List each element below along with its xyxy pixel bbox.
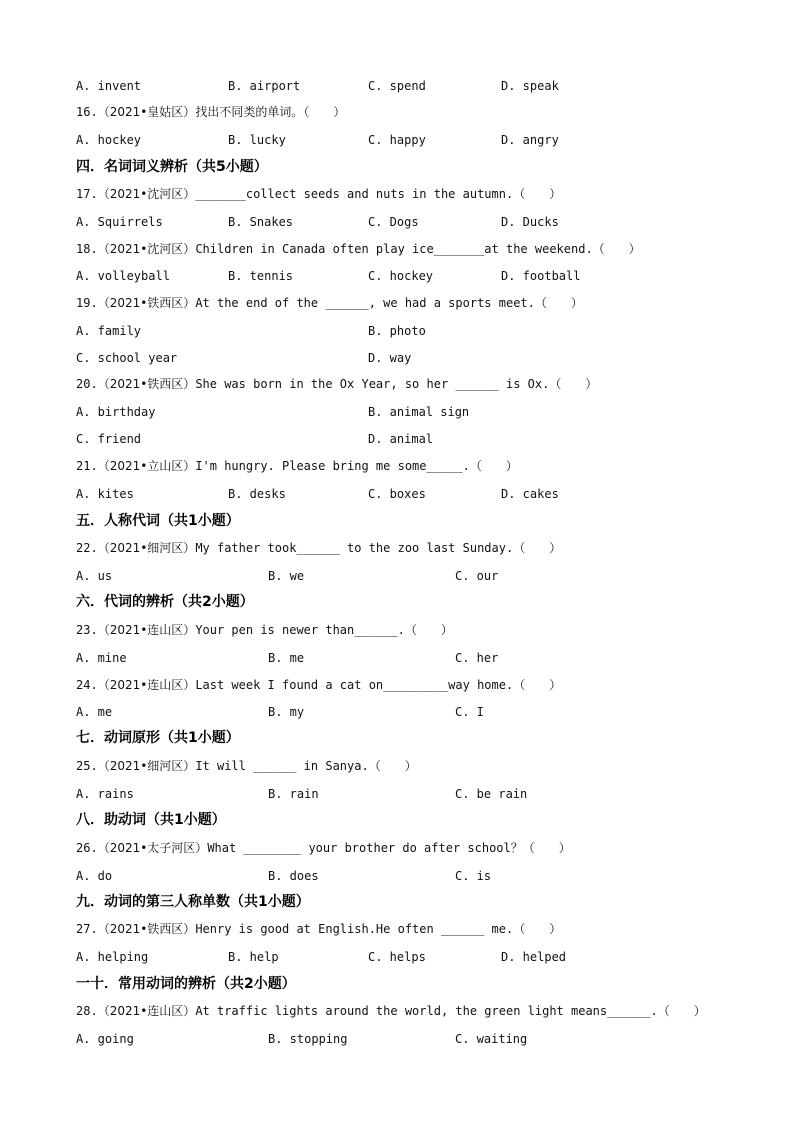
question-text: Last week I found a cat on_________way home.（ ） [195, 678, 562, 692]
option-b: B. me [268, 651, 305, 665]
option-b: B. airport [228, 79, 301, 93]
question-source: （2021•皇姑区） [97, 105, 196, 119]
option-a: A. invent [76, 79, 142, 93]
question-text: My father took______ to the zoo last Sunday.（ ） [195, 541, 562, 555]
question-source: （2021•铁西区） [97, 296, 196, 310]
option-d: D. helped [501, 950, 567, 964]
question-number: 19. [76, 296, 98, 310]
question-text: _______collect seeds and nuts in the autumn.（ ） [195, 187, 562, 201]
section-heading-10: 一十．常用动词的辨析（共2小题） [76, 976, 296, 992]
question-number: 18. [76, 242, 98, 256]
question-20 [76, 374, 597, 394]
option-b: B. stopping [268, 1032, 348, 1046]
option-c: C. friend [76, 432, 142, 446]
option-c: C. is [455, 869, 492, 883]
option-c: C. spend [368, 79, 426, 93]
question-number: 23. [76, 623, 98, 637]
option-d: D. cakes [501, 487, 559, 501]
question-text: Children in Canada often play ice_______at the weekend.（ ） [195, 242, 641, 256]
question-number: 28. [76, 1004, 98, 1018]
question-28 [76, 1001, 706, 1021]
question-source: （2021•细河区） [97, 759, 196, 773]
option-c: C. Dogs [368, 215, 419, 229]
section-heading-9: 九．动词的第三人称单数（共1小题） [76, 894, 310, 910]
option-b: B. we [268, 569, 305, 583]
question-text: What ________ your brother do after school？（ ） [207, 841, 571, 855]
option-a: A. volleyball [76, 269, 170, 283]
question-27 [76, 919, 561, 939]
option-d: D. animal [368, 432, 434, 446]
option-b: B. animal sign [368, 405, 470, 419]
question-25 [76, 756, 417, 776]
option-c: C. boxes [368, 487, 426, 501]
question-text: 找出不同类的单词。（ ） [195, 105, 346, 119]
option-b: B. photo [368, 324, 426, 338]
option-b: B. tennis [228, 269, 294, 283]
question-number: 27. [76, 922, 98, 936]
question-text: It will ______ in Sanya.（ ） [195, 759, 417, 773]
question-source: （2021•铁西区） [97, 922, 196, 936]
option-b: B. desks [228, 487, 286, 501]
question-24 [76, 675, 561, 695]
question-17 [76, 184, 561, 204]
question-source: （2021•铁西区） [97, 377, 196, 391]
option-c: C. our [455, 569, 499, 583]
question-number: 22. [76, 541, 98, 555]
question-text: Your pen is newer than______.（ ） [195, 623, 453, 637]
question-number: 24. [76, 678, 98, 692]
question-source: （2021•太子河区） [97, 841, 208, 855]
question-number: 26. [76, 841, 98, 855]
option-a: A. going [76, 1032, 134, 1046]
option-d: D. Ducks [501, 215, 559, 229]
section-heading-7: 七．动词原形（共1小题） [76, 730, 240, 746]
question-source: （2021•沈河区） [97, 187, 196, 201]
question-source: （2021•细河区） [97, 541, 196, 555]
section-heading-6: 六．代词的辨析（共2小题） [76, 594, 254, 610]
question-text: At traffic lights around the world, the green light means______.（ ） [195, 1004, 706, 1018]
option-d: D. football [501, 269, 581, 283]
option-b: B. help [228, 950, 279, 964]
question-number: 17. [76, 187, 98, 201]
question-text: Henry is good at English.He often ______ me.（ ） [195, 922, 562, 936]
question-number: 21. [76, 459, 98, 473]
option-c: C. school year [76, 351, 178, 365]
option-d: D. speak [501, 79, 559, 93]
option-a: A. birthday [76, 405, 156, 419]
question-16 [76, 102, 345, 122]
option-a: A. rains [76, 787, 134, 801]
section-heading-5: 五．人称代词（共1小题） [76, 513, 240, 529]
question-source: （2021•连山区） [97, 1004, 196, 1018]
question-19 [76, 293, 583, 313]
option-c: C. helps [368, 950, 426, 964]
option-a: A. family [76, 324, 142, 338]
question-21 [76, 456, 518, 476]
option-a: A. Squirrels [76, 215, 163, 229]
option-a: A. hockey [76, 133, 142, 147]
option-c: C. happy [368, 133, 426, 147]
option-d: D. way [368, 351, 412, 365]
option-d: D. angry [501, 133, 559, 147]
option-b: B. lucky [228, 133, 286, 147]
option-c: C. I [455, 705, 484, 719]
option-a: A. helping [76, 950, 149, 964]
option-c: C. be rain [455, 787, 528, 801]
question-number: 25. [76, 759, 98, 773]
question-source: （2021•连山区） [97, 678, 196, 692]
question-source: （2021•连山区） [97, 623, 196, 637]
question-text: At the end of the ______, we had a sports meet.（ ） [195, 296, 583, 310]
question-number: 20. [76, 377, 98, 391]
section-heading-4: 四．名词词义辨析（共5小题） [76, 159, 268, 175]
question-22 [76, 538, 561, 558]
option-a: A. me [76, 705, 113, 719]
question-number: 16. [76, 105, 98, 119]
option-a: A. us [76, 569, 113, 583]
option-a: A. mine [76, 651, 127, 665]
option-b: B. rain [268, 787, 319, 801]
question-source: （2021•立山区） [97, 459, 196, 473]
option-b: B. does [268, 869, 319, 883]
option-c: C. her [455, 651, 499, 665]
option-c: C. waiting [455, 1032, 528, 1046]
option-b: B. my [268, 705, 305, 719]
question-18 [76, 239, 641, 259]
option-c: C. hockey [368, 269, 434, 283]
option-b: B. Snakes [228, 215, 294, 229]
option-a: A. kites [76, 487, 134, 501]
question-26 [76, 838, 571, 858]
question-text: She was born in the Ox Year, so her ______ is Ox.（ ） [195, 377, 598, 391]
section-heading-8: 八．助动词（共1小题） [76, 812, 226, 828]
question-source: （2021•沈河区） [97, 242, 196, 256]
option-a: A. do [76, 869, 113, 883]
question-23 [76, 620, 453, 640]
question-text: I'm hungry. Please bring me some_____.（ ） [195, 459, 518, 473]
